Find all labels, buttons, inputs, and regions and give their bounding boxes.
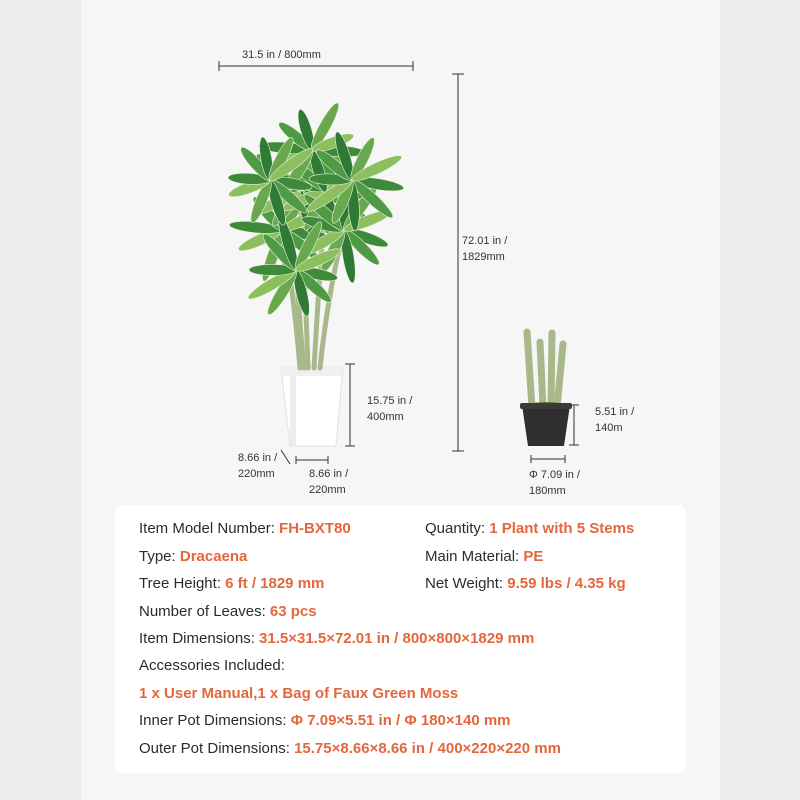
- spec-value: 9.59 lbs / 4.35 kg: [507, 575, 626, 592]
- spec-type: [139, 547, 247, 567]
- spec-quantity: [425, 519, 634, 539]
- spec-label: Outer Pot Dimensions:: [139, 740, 295, 757]
- spec-value: 1 x User Manual,1 x Bag of Faux Green Moss: [139, 685, 459, 702]
- spec-outer-pot: [139, 739, 561, 759]
- spec-label: Tree Height:: [139, 575, 226, 592]
- spec-value: 15.75×8.66×8.66 in / 400×220×220 mm: [294, 740, 561, 757]
- spec-label: Item Model Number:: [139, 520, 280, 537]
- spec-label: Net Weight:: [425, 575, 508, 592]
- spec-leaves: [139, 602, 317, 622]
- white-planter: [281, 367, 343, 446]
- spec-item-dimensions: [139, 629, 534, 649]
- pot-height-label: 15.75 in / 400mm: [367, 395, 413, 423]
- spec-value: 1 Plant with 5 Stems: [489, 520, 635, 537]
- spec-value: Dracaena: [179, 548, 248, 565]
- inner-pot-diameter-label: Φ 7.09 in / 180mm: [529, 469, 580, 497]
- tree-height-label: 72.01 in / 1829mm: [462, 235, 508, 263]
- spec-value: FH-BXT80: [279, 520, 351, 537]
- spec-label: Quantity:: [425, 520, 490, 537]
- spec-model-number: [139, 519, 351, 539]
- spec-material: [425, 547, 543, 567]
- spec-label: Type:: [139, 548, 180, 565]
- spec-value: 31.5×31.5×72.01 in / 800×800×1829 mm: [259, 630, 535, 647]
- spec-label: Item Dimensions:: [139, 630, 260, 647]
- spec-value: PE: [523, 548, 544, 565]
- spec-value: 6 ft / 1829 mm: [225, 575, 325, 592]
- spec-label: Main Material:: [425, 548, 524, 565]
- pot-width-label: 8.66 in / 220mm: [309, 468, 349, 496]
- spec-label: Accessories Included:: [139, 657, 285, 674]
- spec-label: Number of Leaves:: [139, 603, 270, 620]
- spec-tree-height: [139, 574, 324, 594]
- spec-accessories-label: [139, 656, 285, 676]
- black-inner-pot: [520, 332, 572, 446]
- tree-width-label: 31.5 in / 800mm: [242, 49, 321, 61]
- inner-pot-height-label: 5.51 in / 140m: [595, 406, 635, 434]
- pot-depth-label: 8.66 in / 220mm: [238, 452, 278, 480]
- tree-foliage: [227, 100, 405, 317]
- spec-value: Φ 7.09×5.51 in / Φ 180×140 mm: [290, 712, 511, 729]
- spec-net-weight: [425, 574, 626, 594]
- spec-accessories-value: [139, 684, 458, 704]
- spec-label: Inner Pot Dimensions:: [139, 712, 291, 729]
- spec-value: 63 pcs: [269, 603, 317, 620]
- spec-inner-pot: [139, 711, 511, 731]
